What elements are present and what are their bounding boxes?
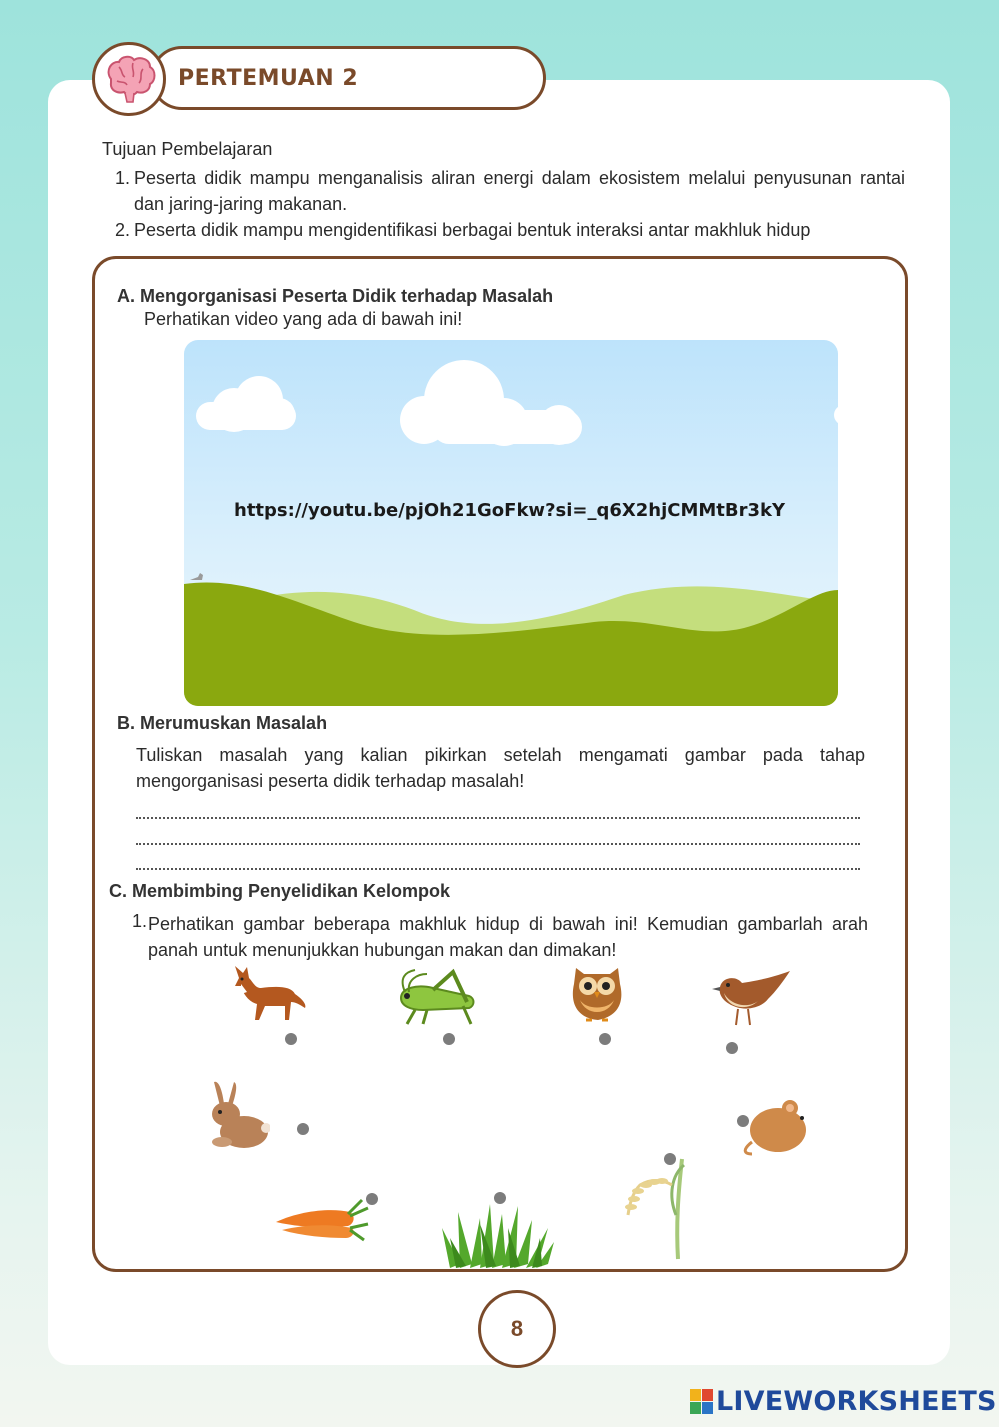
page-title: PERTEMUAN 2 bbox=[178, 66, 359, 91]
owl-icon bbox=[566, 960, 628, 1024]
answer-line[interactable] bbox=[136, 829, 860, 845]
liveworksheets-logo-icon bbox=[690, 1389, 714, 1415]
section-b-heading: B. Merumuskan Masalah bbox=[117, 713, 328, 733]
brand-wordmark: LIVEWORKSHEETS bbox=[716, 1386, 997, 1417]
section-a-instruction: Perhatikan video yang ada di bawah ini! bbox=[144, 309, 463, 329]
cloud-icon bbox=[400, 360, 582, 446]
section-c-heading: C. Membimbing Penyelidikan Kelompok bbox=[109, 881, 451, 901]
grasshopper-icon bbox=[393, 968, 481, 1028]
carrot-icon bbox=[272, 1196, 372, 1242]
rabbit-icon bbox=[198, 1078, 270, 1152]
cloud-icon bbox=[196, 376, 296, 432]
section-a-heading: A. Mengorganisasi Peserta Didik terhadap Masalah bbox=[117, 286, 554, 306]
landscape-illustration bbox=[184, 340, 838, 706]
page-number: 8 bbox=[478, 1290, 556, 1368]
answer-line[interactable] bbox=[136, 803, 860, 819]
connection-point[interactable] bbox=[297, 1123, 309, 1135]
section-b-instruction: Tuliskan masalah yang kalian pikirkan setelah mengamati gambar pada tahap mengorganisasi peserta didik terhadap masalah! bbox=[136, 745, 865, 791]
video-thumbnail[interactable] bbox=[184, 340, 838, 706]
rice-plant-icon bbox=[622, 1155, 690, 1261]
brain-badge bbox=[92, 42, 166, 116]
mouse-icon bbox=[740, 1094, 816, 1160]
goal-item: 2. Peserta didik mampu mengidentifikasi berbagai bentuk interaksi antar makhluk hidup bbox=[115, 220, 811, 240]
question-number: 1. bbox=[132, 911, 148, 931]
goals-heading: Tujuan Pembelajaran bbox=[102, 139, 273, 159]
question-text: Perhatikan gambar beberapa makhluk hidup di bawah ini! Kemudian gambarlah arah panah untuk menunjukkan hubungan makan dan dimakan! bbox=[148, 914, 868, 960]
brain-icon bbox=[103, 55, 157, 105]
connection-point[interactable] bbox=[285, 1033, 297, 1045]
video-url-link[interactable]: https://youtu.be/pjOh21GoFkw?si=_q6X2hjCMMtBr3kY bbox=[234, 500, 786, 521]
grass-icon bbox=[440, 1198, 556, 1268]
fox-icon bbox=[225, 964, 310, 1026]
connection-point[interactable] bbox=[599, 1033, 611, 1045]
goal-item: 1. Peserta didik mampu menganalisis aliran energi dalam ekosistem melalui penyusunan rantai dan jaring-jaring makanan. bbox=[115, 168, 905, 214]
answer-line[interactable] bbox=[136, 854, 860, 870]
connection-point[interactable] bbox=[443, 1033, 455, 1045]
sparrow-icon bbox=[708, 965, 794, 1031]
connection-point[interactable] bbox=[726, 1042, 738, 1054]
